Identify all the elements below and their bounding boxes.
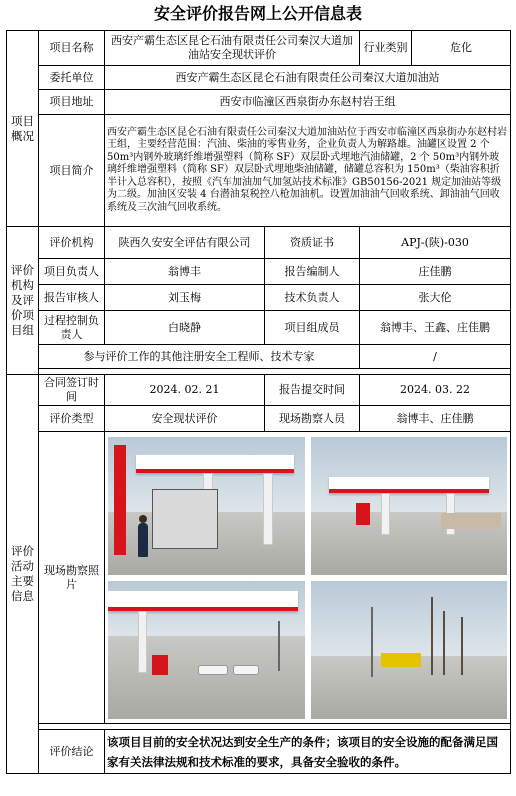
- section-overview: 项目概况: [7, 31, 39, 227]
- site-photo-1: [108, 437, 305, 575]
- intro-text: 西安产霸生态区昆仑石油有限责任公司秦汉大道加油站位于西安市临潼区西泉街办东赵村岩王组，主要经营范围：汽油、柴油的零售业务，企业负责人为解路雄。油罐区设置 2 个 50m³内钢外玻璃纤维增强塑料（简称 SF）双层卧式埋地汽油储罐，2 个 50m³内钢外玻璃纤维增强塑料（简称 SF）双层卧式埋地柴油储罐，储罐总容积为 150m³（柴油容积折半计入总容积），按照《汽车加油加气加氢站技术标准》GB50156-2021 规定加油站等级为二级。加油区安装 4 台潜油泵税控八枪加油机。设置加油油气回收系统、卸油油气回收系统及三次油气回收系统。: [105, 115, 511, 227]
- writer-label: 报告编制人: [265, 259, 360, 285]
- process-label: 过程控制负责人: [39, 311, 105, 345]
- submit-label: 报告提交时间: [265, 375, 360, 406]
- section-activity: 评价活动主要信息: [7, 375, 39, 774]
- tech-label: 技术负责人: [265, 285, 360, 311]
- client-label: 委托单位: [39, 66, 105, 90]
- agency-label: 评价机构: [39, 227, 105, 259]
- reviewer-label: 报告审核人: [39, 285, 105, 311]
- project-name-label: 项目名称: [39, 31, 105, 66]
- members-label: 项目组成员: [265, 311, 360, 345]
- address-value: 西安市临潼区西泉街办东赵村岩王组: [105, 90, 511, 115]
- conclusion-text: 该项目目前的安全状况达到安全生产的条件；该项目的安全设施的配备满足国家有关法律法规和技术标准的要求，具备安全验收的条件。: [105, 730, 511, 774]
- contract-label: 合同签订时间: [39, 375, 105, 406]
- pm-value: 翁博丰: [105, 259, 265, 285]
- type-value: 安全现状评价: [105, 406, 265, 432]
- conclusion-label: 评价结论: [39, 730, 105, 774]
- submit-value: 2024. 03. 22: [360, 375, 511, 406]
- contract-value: 2024. 02. 21: [105, 375, 265, 406]
- members-value: 翁博丰、王鑫、庄佳鹏: [360, 311, 511, 345]
- industry-label: 行业类别: [360, 31, 412, 66]
- site-photo-3: [108, 581, 305, 719]
- writer-value: 庄佳鹏: [360, 259, 511, 285]
- reviewer-value: 刘玉梅: [105, 285, 265, 311]
- surveyor-value: 翁博丰、庄佳鹏: [360, 406, 511, 432]
- process-value: 白晓静: [105, 311, 265, 345]
- info-table: [6, 30, 511, 774]
- site-photo-4: [311, 581, 508, 719]
- tech-value: 张大伦: [360, 285, 511, 311]
- photos-label: 现场勘察照片: [39, 432, 105, 724]
- page-title: 安全评价报告网上公开信息表: [153, 4, 362, 23]
- other-engineers-label: 参与评价工作的其他注册安全工程师、技术专家: [39, 345, 360, 369]
- type-label: 评价类型: [39, 406, 105, 432]
- project-name-value: 西安产霸生态区昆仑石油有限责任公司秦汉大道加油站安全现状评价: [105, 31, 360, 66]
- site-photo-2: [311, 437, 508, 575]
- agency-value: 陕西久安安全评估有限公司: [105, 227, 265, 259]
- cert-value: APJ-(陕)-030: [360, 227, 511, 259]
- client-value: 西安产霸生态区昆仑石油有限责任公司秦汉大道加油站: [105, 66, 511, 90]
- pm-label: 项目负责人: [39, 259, 105, 285]
- cert-label: 资质证书: [265, 227, 360, 259]
- intro-label: 项目简介: [39, 115, 105, 227]
- industry-value: 危化: [412, 31, 511, 66]
- photos-cell: [105, 432, 511, 724]
- surveyor-label: 现场勘察人员: [265, 406, 360, 432]
- site-photos: [108, 437, 507, 719]
- section-org: 评价机构及评价项目组: [7, 227, 39, 375]
- address-label: 项目地址: [39, 90, 105, 115]
- other-engineers-value: /: [360, 345, 511, 369]
